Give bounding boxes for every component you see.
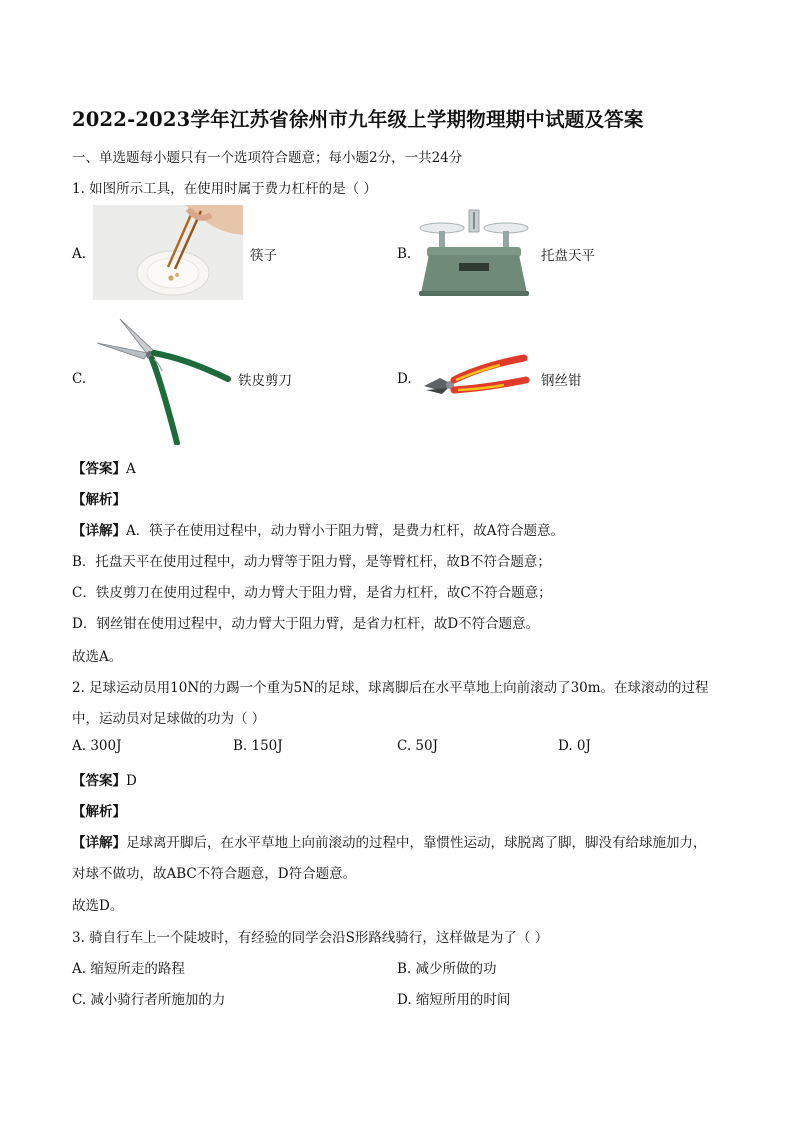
- q2-stem-line1: 2. 足球运动员用10N的力踢一个重为5N的足球，球离脚后在水平草地上向前滚动了30m。在球滚动的过程: [72, 680, 709, 696]
- pliers-photo: [420, 350, 530, 405]
- q1-option-b-label: 托盘天平: [541, 248, 595, 264]
- q1-option-c-letter: C.: [72, 371, 87, 387]
- q1-detail-line: D．钢丝钳在使用过程中，动力臂大于阻力臂，是省力杠杆，故D不符合题意。: [72, 616, 540, 632]
- q1-conclusion: 故选A。: [72, 649, 123, 665]
- detail-mark: 【详解】: [72, 523, 126, 539]
- detail-text: A．筷子在使用过程中，动力臂小于阻力臂，是费力杠杆，故A符合题意。: [126, 523, 564, 539]
- q1-stem: 1. 如图所示工具，在使用时属于费力杠杆的是（ ）: [72, 181, 377, 197]
- page-title: 2022-2023学年江苏省徐州市九年级上学期物理期中试题及答案: [72, 108, 644, 131]
- q2-detail-line1: [72, 831, 707, 851]
- chopsticks-photo: [93, 205, 243, 300]
- answer-mark: 【答案】: [72, 773, 126, 789]
- q1-option-b-letter: B.: [397, 246, 412, 262]
- q3-option-a: A. 缩短所走的路程: [72, 961, 185, 977]
- q2-option-a: A. 300J: [72, 738, 122, 754]
- answer-mark: 【答案】: [72, 461, 126, 477]
- q1-detail-line: B．托盘天平在使用过程中，动力臂等于阻力臂，是等臂杠杆，故B不符合题意；: [72, 554, 551, 570]
- q2-stem-line2: 中，运动员对足球做的功为（ ）: [72, 711, 266, 727]
- q3-stem: 3. 骑自行车上一个陡坡时，有经验的同学会沿S形路线骑行，这样做是为了（ ）: [72, 930, 549, 946]
- q2-detail-line2: 对球不做功，故ABC不符合题意，D符合题意。: [72, 866, 357, 882]
- q2-option-c: C. 50J: [397, 738, 439, 754]
- detail-text: 足球离开脚后，在水平草地上向前滚动的过程中，靠惯性运动，球脱离了脚，脚没有给球施加力，: [126, 835, 707, 851]
- section-heading: 一、单选题每小题只有一个选项符合题意；每小题2分，一共24分: [72, 150, 463, 166]
- q2-answer: [72, 769, 137, 789]
- q1-option-a-label: 筷子: [250, 248, 277, 264]
- q1-option-a-letter: A.: [72, 246, 87, 262]
- q3-option-c: C. 减小骑行者所施加的力: [72, 992, 226, 1008]
- q2-analysis-mark: 【解析】: [72, 804, 126, 820]
- balance-scale-photo: [415, 207, 533, 297]
- q2-option-d: D. 0J: [558, 738, 591, 754]
- q1-analysis-mark: 【解析】: [72, 492, 126, 508]
- answer-value: D: [126, 773, 137, 789]
- q1-option-d-label: 钢丝钳: [541, 373, 582, 389]
- q3-option-d: D. 缩短所用的时间: [397, 992, 511, 1008]
- q1-option-d-letter: D.: [397, 371, 412, 387]
- q1-option-c-label: 铁皮剪刀: [238, 373, 292, 389]
- q3-option-b: B. 减少所做的功: [397, 961, 497, 977]
- q1-detail-line: [72, 519, 564, 539]
- q2-conclusion: 故选D。: [72, 898, 124, 914]
- q1-detail-line: C．铁皮剪刀在使用过程中，动力臂大于阻力臂，是省力杠杆，故C不符合题意；: [72, 585, 552, 601]
- tin-snips-photo: [92, 315, 232, 445]
- q1-answer: [72, 457, 136, 477]
- detail-mark: 【详解】: [72, 835, 126, 851]
- answer-value: A: [126, 461, 136, 477]
- q2-option-b: B. 150J: [233, 738, 283, 754]
